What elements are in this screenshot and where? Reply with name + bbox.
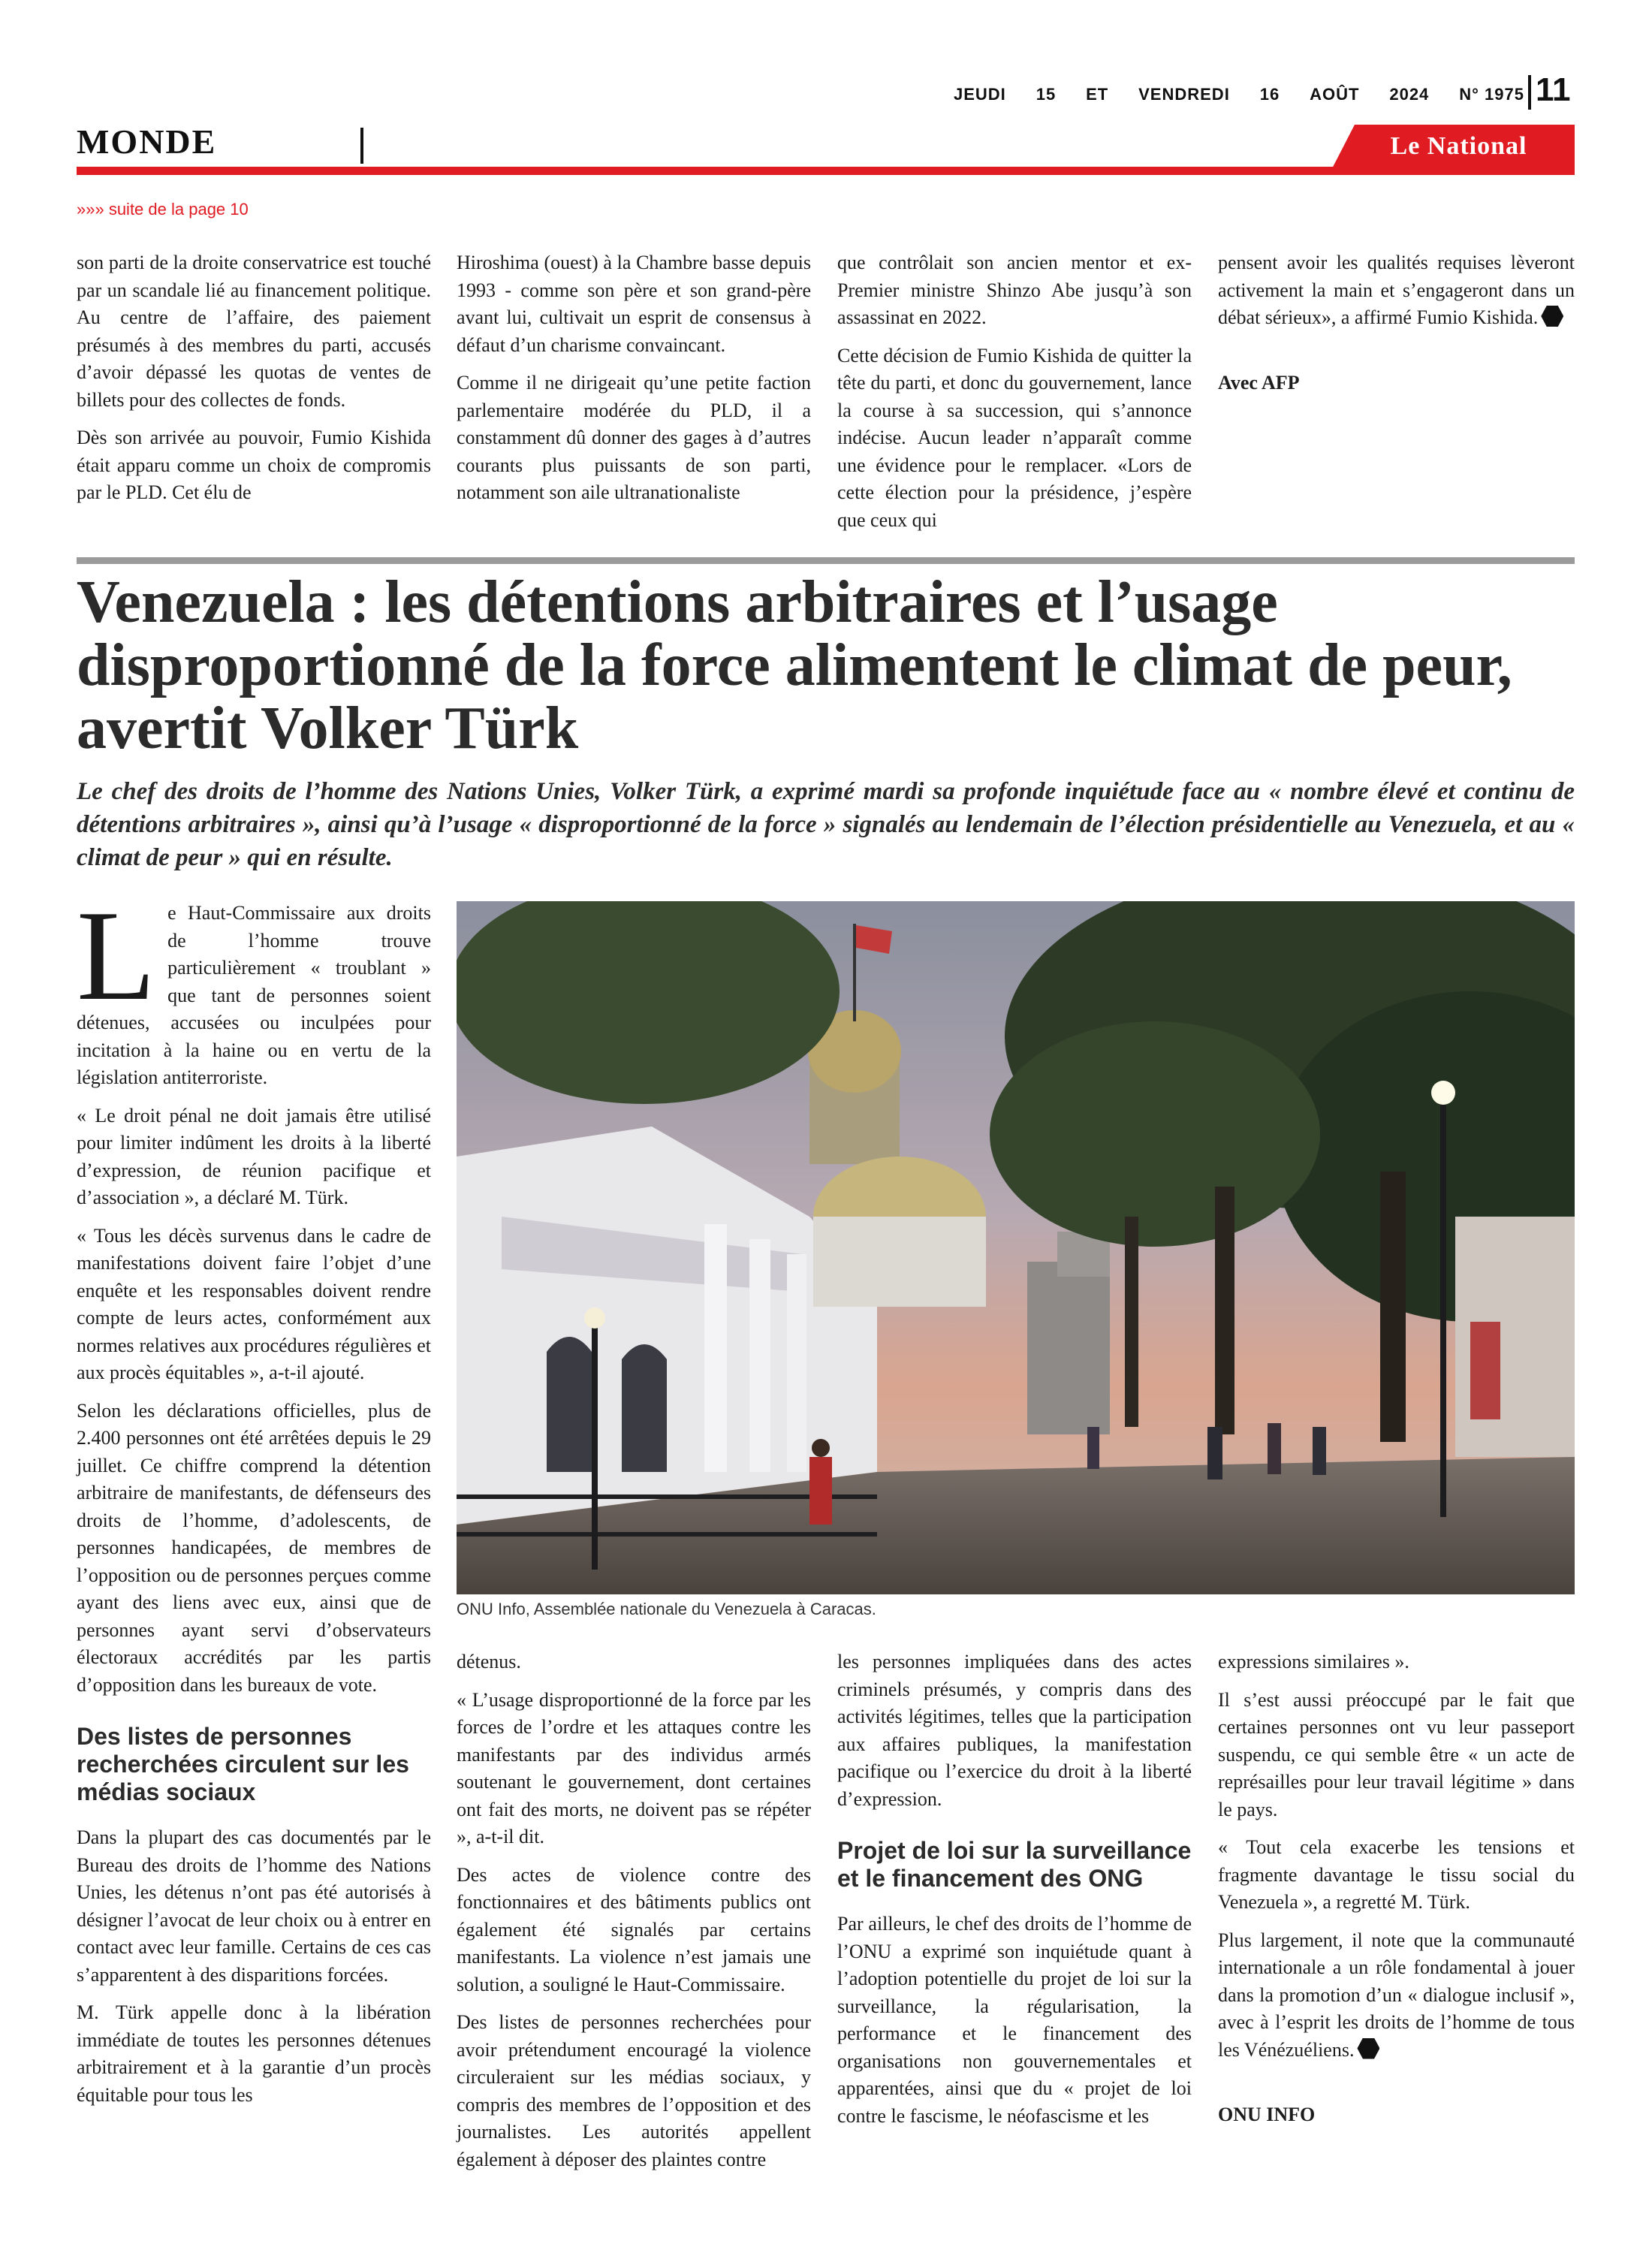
prev-col-4 — [1218, 249, 1575, 407]
paragraph: que contrôlait son ancien mentor et ex-Premier ministre Shinzo Abe jusqu’à son assassinat en 2022. — [837, 252, 1192, 328]
byline: Avec AFP — [1218, 371, 1300, 394]
brand-name: Le National — [1390, 132, 1527, 160]
paragraph: Comme il ne dirigeait qu’une petite faction parlementaire modérée du PLD, il a constamment dû donner des gages à d’autres courants plus puissants de son parti, notamment son aile ultranationaliste — [457, 372, 811, 503]
paragraph-text: pensent avoir les qualités requises lèveront activement la main et s’engageront dans un débat sérieux», a affirmé Fumio Kishida. — [1218, 252, 1575, 328]
page-number: 11 — [1536, 71, 1571, 108]
paragraph: Par ailleurs, le chef des droits de l’homme de l’ONU a exprimé son inquiétude quant à l’adoption potentielle du projet de loi sur la surveillance, la régularisation, la performance et le financement des organisations non gouvernementales et apparentées, ainsi que du « projet de loi contre le fascisme, le néofascisme et les — [837, 1913, 1192, 2127]
date-num1: 15 — [1036, 85, 1057, 104]
article-col-1 — [77, 885, 431, 2119]
subheading: Projet de loi sur la surveillance et le financement des ONG — [837, 1837, 1192, 1892]
prev-col-2 — [457, 249, 811, 517]
paragraph: Dès son arrivée au pouvoir, Fumio Kishida était apparu comme un choix de compromis par le PLD. Cet élu de — [77, 427, 431, 503]
article-col-4 — [1218, 1648, 1575, 2140]
issue-date — [954, 85, 1524, 104]
date-num2: 16 — [1259, 85, 1280, 104]
date-day1: JEUDI — [954, 85, 1006, 104]
paragraph: Dans la plupart des cas documentés par le Bureau des droits de l’homme des Nations Unies, les détenus n’ont pas été autorisés à désigner l’avocat de leur choix ou à entrer en contact avec leur famille. Certains de ces cas s’apparentent à des disparitions forcées. — [77, 1826, 431, 1986]
paragraph: détenus. — [457, 1651, 521, 1672]
article-divider — [77, 557, 1575, 564]
page-number-rule — [1528, 75, 1531, 110]
section-rule — [360, 128, 363, 164]
end-mark-icon — [1541, 306, 1563, 327]
paragraph: « Tous les décès survenus dans le cadre de manifestations doivent faire l’objet d’une enquête et les responsables doivent rendre compte de leurs actes, conformément aux normes relatives aux procédures régulières et aux procès équitables », a-t-il ajouté. — [77, 1224, 431, 1383]
paragraph: Cette décision de Fumio Kishida de quitter la tête du parti, et donc du gouvernement, lance la course à sa succession, qui s’annonce indécise. Aucun leader n’apparaît comme une évidence pour le remplacer. «Lors de cette élection pour la présidence, j’espère que ceux qui — [837, 344, 1192, 531]
article-col-2 — [457, 1648, 811, 2184]
continued-from: »»» suite de la page 10 — [77, 200, 249, 219]
prev-col-3 — [837, 249, 1192, 544]
lead-paragraph: Le chef des droits de l’homme des Nations Unies, Volker Türk, a exprimé mardi sa profonde inquiétude face au « nombre élevé et continu de détentions arbitraires », ainsi qu’à l’usage « disproportionné de la force » signalés au lendemain de l’élection présidentielle au Venezuela, et au « climat de peur » qui en résulte. — [77, 778, 1575, 871]
date-year: 2024 — [1389, 85, 1430, 104]
photo-caption: ONU Info, Assemblée nationale du Venezuela à Caracas. — [457, 1600, 876, 1618]
paragraph: les personnes impliquées dans des actes criminels présumés, y compris dans des activités légitimes, telles que la participation aux affaires publiques, la manifestation pacifique ou l’exercice du droit à la liberté d’expression. — [837, 1651, 1192, 1810]
drop-cap: L — [77, 885, 156, 1027]
paragraph: « Tout cela exacerbe les tensions et fragmente davantage le tissu social du Venezuela », a regretté M. Türk. — [1218, 1836, 1575, 1913]
article-photo — [457, 901, 1575, 1594]
issue-number: N° 1975 — [1459, 85, 1524, 104]
paragraph: M. Türk appelle donc à la libération immédiate de toutes les personnes détenues arbitrairement et à la garantie d’un procès équitable pour tous les — [77, 2001, 431, 2106]
paragraph: expressions similaires ». — [1218, 1651, 1409, 1672]
prev-col-1 — [77, 249, 431, 517]
subheading: Des listes de personnes recherchées circulent sur les médias sociaux — [77, 1723, 409, 1805]
paragraph: « L’usage disproportionné de la force par les forces de l’ordre et les attaques contre les manifestants par des individus armés soutenant le gouvernement, dont certaines ont fait des morts, ne doivent pas se répéter », a-t-il dit. — [457, 1688, 811, 1847]
end-mark-icon — [1357, 2038, 1379, 2059]
paragraph-with-endmark — [1218, 1927, 1575, 2064]
photo-illustration — [457, 901, 1575, 1594]
paragraph: son parti de la droite conservatrice est touché par un scandale lié au financement politique. Au centre de l’affaire, des paiement présumés à des membres du parti, accusés d’avoir dépassé les quotas de ventes de billets pour des collectes de fonds. — [77, 252, 431, 411]
paragraph-text: e Haut-Commissaire aux droits de l’homme trouve particulièrement « troublant » que tant de personnes soient détenues, accusées ou inculpées pour incitation à la haine ou en vertu de la législation antiterroriste. — [77, 902, 431, 1088]
paragraph: Des listes de personnes recherchées pour avoir prétendument encouragé la violence circuleraient sur les médias sociaux, y compris des membres de l’opposition et des journalistes. Les autorités appellent également à déposer des plaintes contre — [457, 2011, 811, 2170]
paragraph-with-endmark — [1218, 249, 1575, 332]
date-et: ET — [1086, 85, 1109, 104]
paragraph: « Le droit pénal ne doit jamais être utilisé pour limiter indûment les droits à la liberté d’expression, de réunion pacifique et d’association », a déclaré M. Türk. — [77, 1104, 431, 1208]
paragraph: Il s’est aussi préoccupé par le fait que certaines personnes ont vu leur passeport suspendu, ce qui semble être « un acte de représailles pour leur travail légitime » dans le pays. — [1218, 1688, 1575, 1820]
section-title: MONDE — [77, 122, 217, 161]
paragraph: Selon les déclarations officielles, plus de 2.400 personnes ont été arrêtées depuis le 29 juillet. Ce chiffre comprend la détention arbitraire de manifestants, de défenseurs des droits de l’homme, d’adolescents, de personnes handicapées, de membres de l’opposition ou de personnes perçues comme ayant des liens avec eux, ainsi que de personnes ayant servi d’observateurs électoraux accrédités par les partis d’opposition dans les bureaux de vote. — [77, 1399, 431, 1696]
paragraph: Hiroshima (ouest) à la Chambre basse depuis 1993 - comme son père et son grand-père avant lui, cultivait un esprit de consensus à défaut d’un charisme convaincant. — [457, 252, 811, 356]
date-day2: VENDREDI — [1138, 85, 1230, 104]
paragraph-text: Plus largement, il note que la communauté internationale a un rôle fondamental à jouer dans la promotion d’un « dialogue inclusif », avec à l’esprit les droits de l’homme de tous les Vénézuéliens. — [1218, 1929, 1575, 2061]
headline: Venezuela : les détentions arbitraires et l’usage disproportionné de la force alimentent le climat de peur, avertit Volker Türk — [77, 569, 1512, 762]
byline: ONU INFO — [1218, 2104, 1316, 2125]
date-month: AOÛT — [1310, 85, 1360, 104]
article-col-3 — [837, 1648, 1192, 2140]
paragraph: Des actes de violence contre des fonctionnaires et des bâtiments publics ont également été signalés par certains manifestants. La violence n’est jamais une solution, a souligné le Haut-Commissaire. — [457, 1863, 811, 1995]
first-paragraph — [77, 885, 431, 1092]
